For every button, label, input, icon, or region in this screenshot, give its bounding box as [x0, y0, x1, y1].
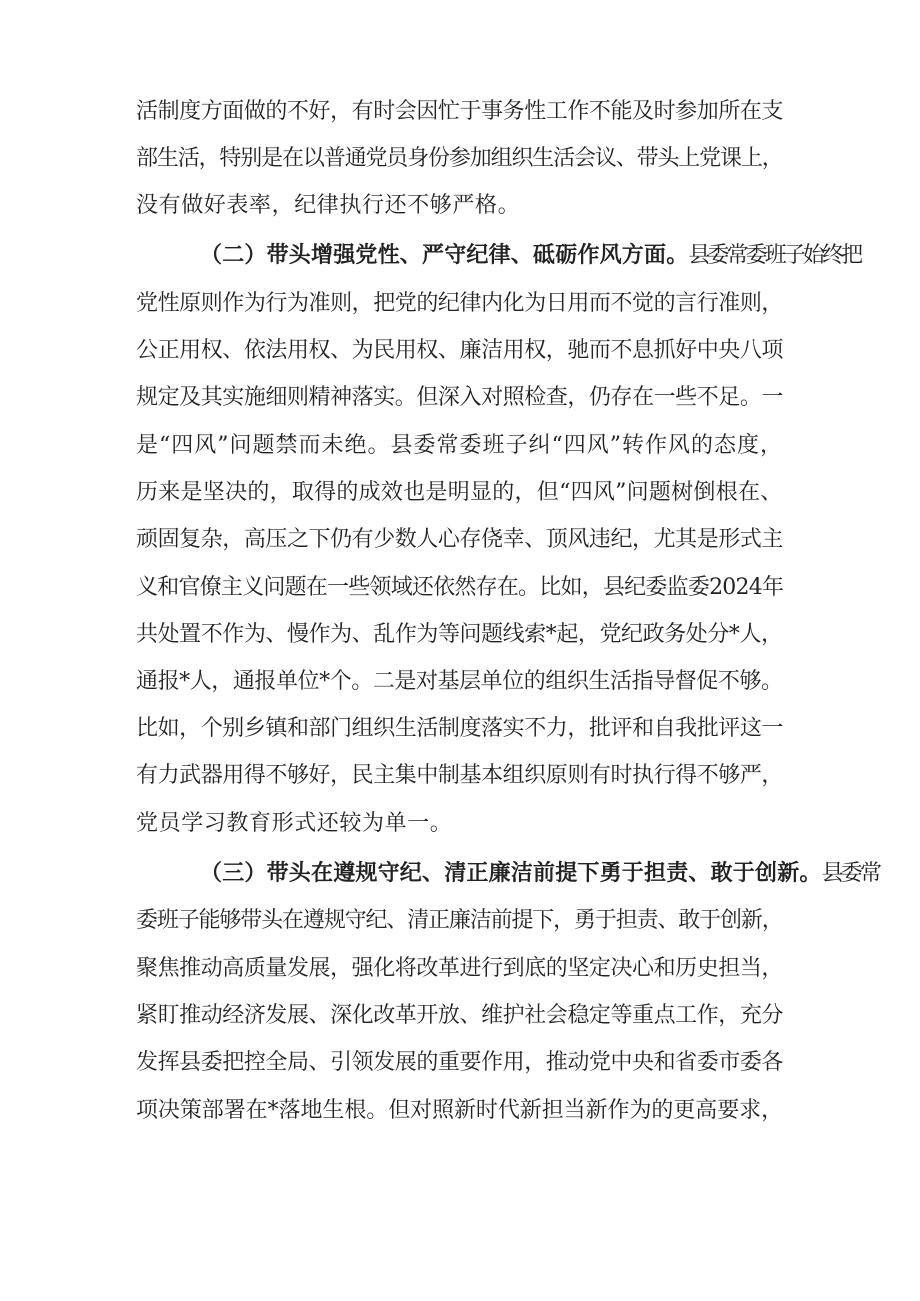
text-line: [136, 901, 783, 941]
text-line: [136, 568, 783, 608]
paragraph-text: 部生活，特别是在以普通党员身份参加组织生活会议、带头上党课上，: [136, 146, 783, 171]
paragraph-text: 顽固复杂，高压之下仍有少数人心存侥幸、顶风违纪，尤其是形式主: [136, 527, 784, 552]
paragraph-text: 是“四风”问题禁而未绝。县委常委班子纠“四风”转作风的态度，: [136, 433, 783, 458]
text-line: [136, 331, 783, 371]
text-line: [136, 473, 783, 513]
text-line: [136, 378, 783, 418]
paragraph-text: 聚焦推动高质量发展，强化将改革进行到底的坚定决心和历史担当，: [136, 956, 784, 981]
section-heading: （三）带头在遵规守纪、清正廉洁前提下勇于担责、敢于创新。: [200, 861, 822, 886]
paragraph-text: 活制度方面做的不好，有时会因忙于事务性工作不能及时参加所在支: [136, 99, 784, 124]
paragraph-text: 共处置不作为、慢作为、乱作为等问题线索*起，党纪政务处分*人，: [136, 622, 783, 647]
text-line: [136, 284, 783, 324]
text-line: [200, 236, 860, 276]
paragraph-text: 通报*人，通报单位*个。二是对基层单位的组织生活指导督促不够。: [136, 669, 783, 694]
text-line: [136, 92, 783, 132]
text-line: [136, 426, 783, 466]
text-line: [136, 804, 452, 844]
paragraph-text: 项决策部署在*落地生根。但对照新时代新担当新作为的更高要求，: [136, 1098, 784, 1123]
paragraph-text: 有力武器用得不够好，民主集中制基本组织原则有时执行得不够严，: [136, 763, 784, 788]
text-line: [136, 1091, 783, 1131]
paragraph-text: 义和官僚主义问题在一些领域还依然存在。比如，县纪委监委2024年: [136, 575, 784, 600]
paragraph-text: 公正用权、依法用权、为民用权、廉洁用权，驰而不息抓好中央八项: [136, 338, 784, 363]
text-line: [136, 1043, 783, 1083]
paragraph-text: 党员学习教育形式还较为单一。: [136, 811, 453, 836]
text-line: [136, 756, 783, 796]
paragraph-text: 规定及其实施细则精神落实。但深入对照检查，仍存在一些不足。一: [136, 385, 784, 410]
paragraph-text: 比如，个别乡镇和部门组织生活制度落实不力，批评和自我批评这一: [136, 716, 784, 741]
paragraph-text: 县委常委班子始终把: [688, 243, 861, 268]
text-line: [136, 139, 783, 179]
text-line: [136, 662, 783, 702]
text-line: [200, 854, 879, 894]
text-line: [136, 996, 783, 1036]
paragraph-text: 委班子能够带头在遵规守纪、清正廉洁前提下，勇于担责、敢于创新，: [136, 908, 783, 933]
text-line: [136, 615, 783, 655]
text-line: [136, 949, 783, 989]
paragraph-text: 党性原则作为行为准则，把党的纪律内化为日用而不觉的言行准则，: [136, 291, 784, 316]
text-line: [136, 709, 783, 749]
paragraph-text: 县委常: [821, 861, 880, 886]
text-line: [136, 186, 520, 226]
paragraph-text: 紧盯推动经济发展、深化改革开放、维护社会稳定等重点工作，充分: [136, 1003, 784, 1028]
section-heading: （二）带头增强党性、严守纪律、砥砺作风方面。: [200, 243, 689, 268]
text-line: [136, 520, 783, 560]
paragraph-text: 没有做好表率，纪律执行还不够严格。: [136, 193, 521, 218]
paragraph-text: 发挥县委把控全局、引领发展的重要作用，推动党中央和省委市委各: [136, 1050, 784, 1075]
paragraph-text: 历来是坚决的，取得的成效也是明显的，但“四风”问题树倒根在、: [136, 480, 783, 505]
